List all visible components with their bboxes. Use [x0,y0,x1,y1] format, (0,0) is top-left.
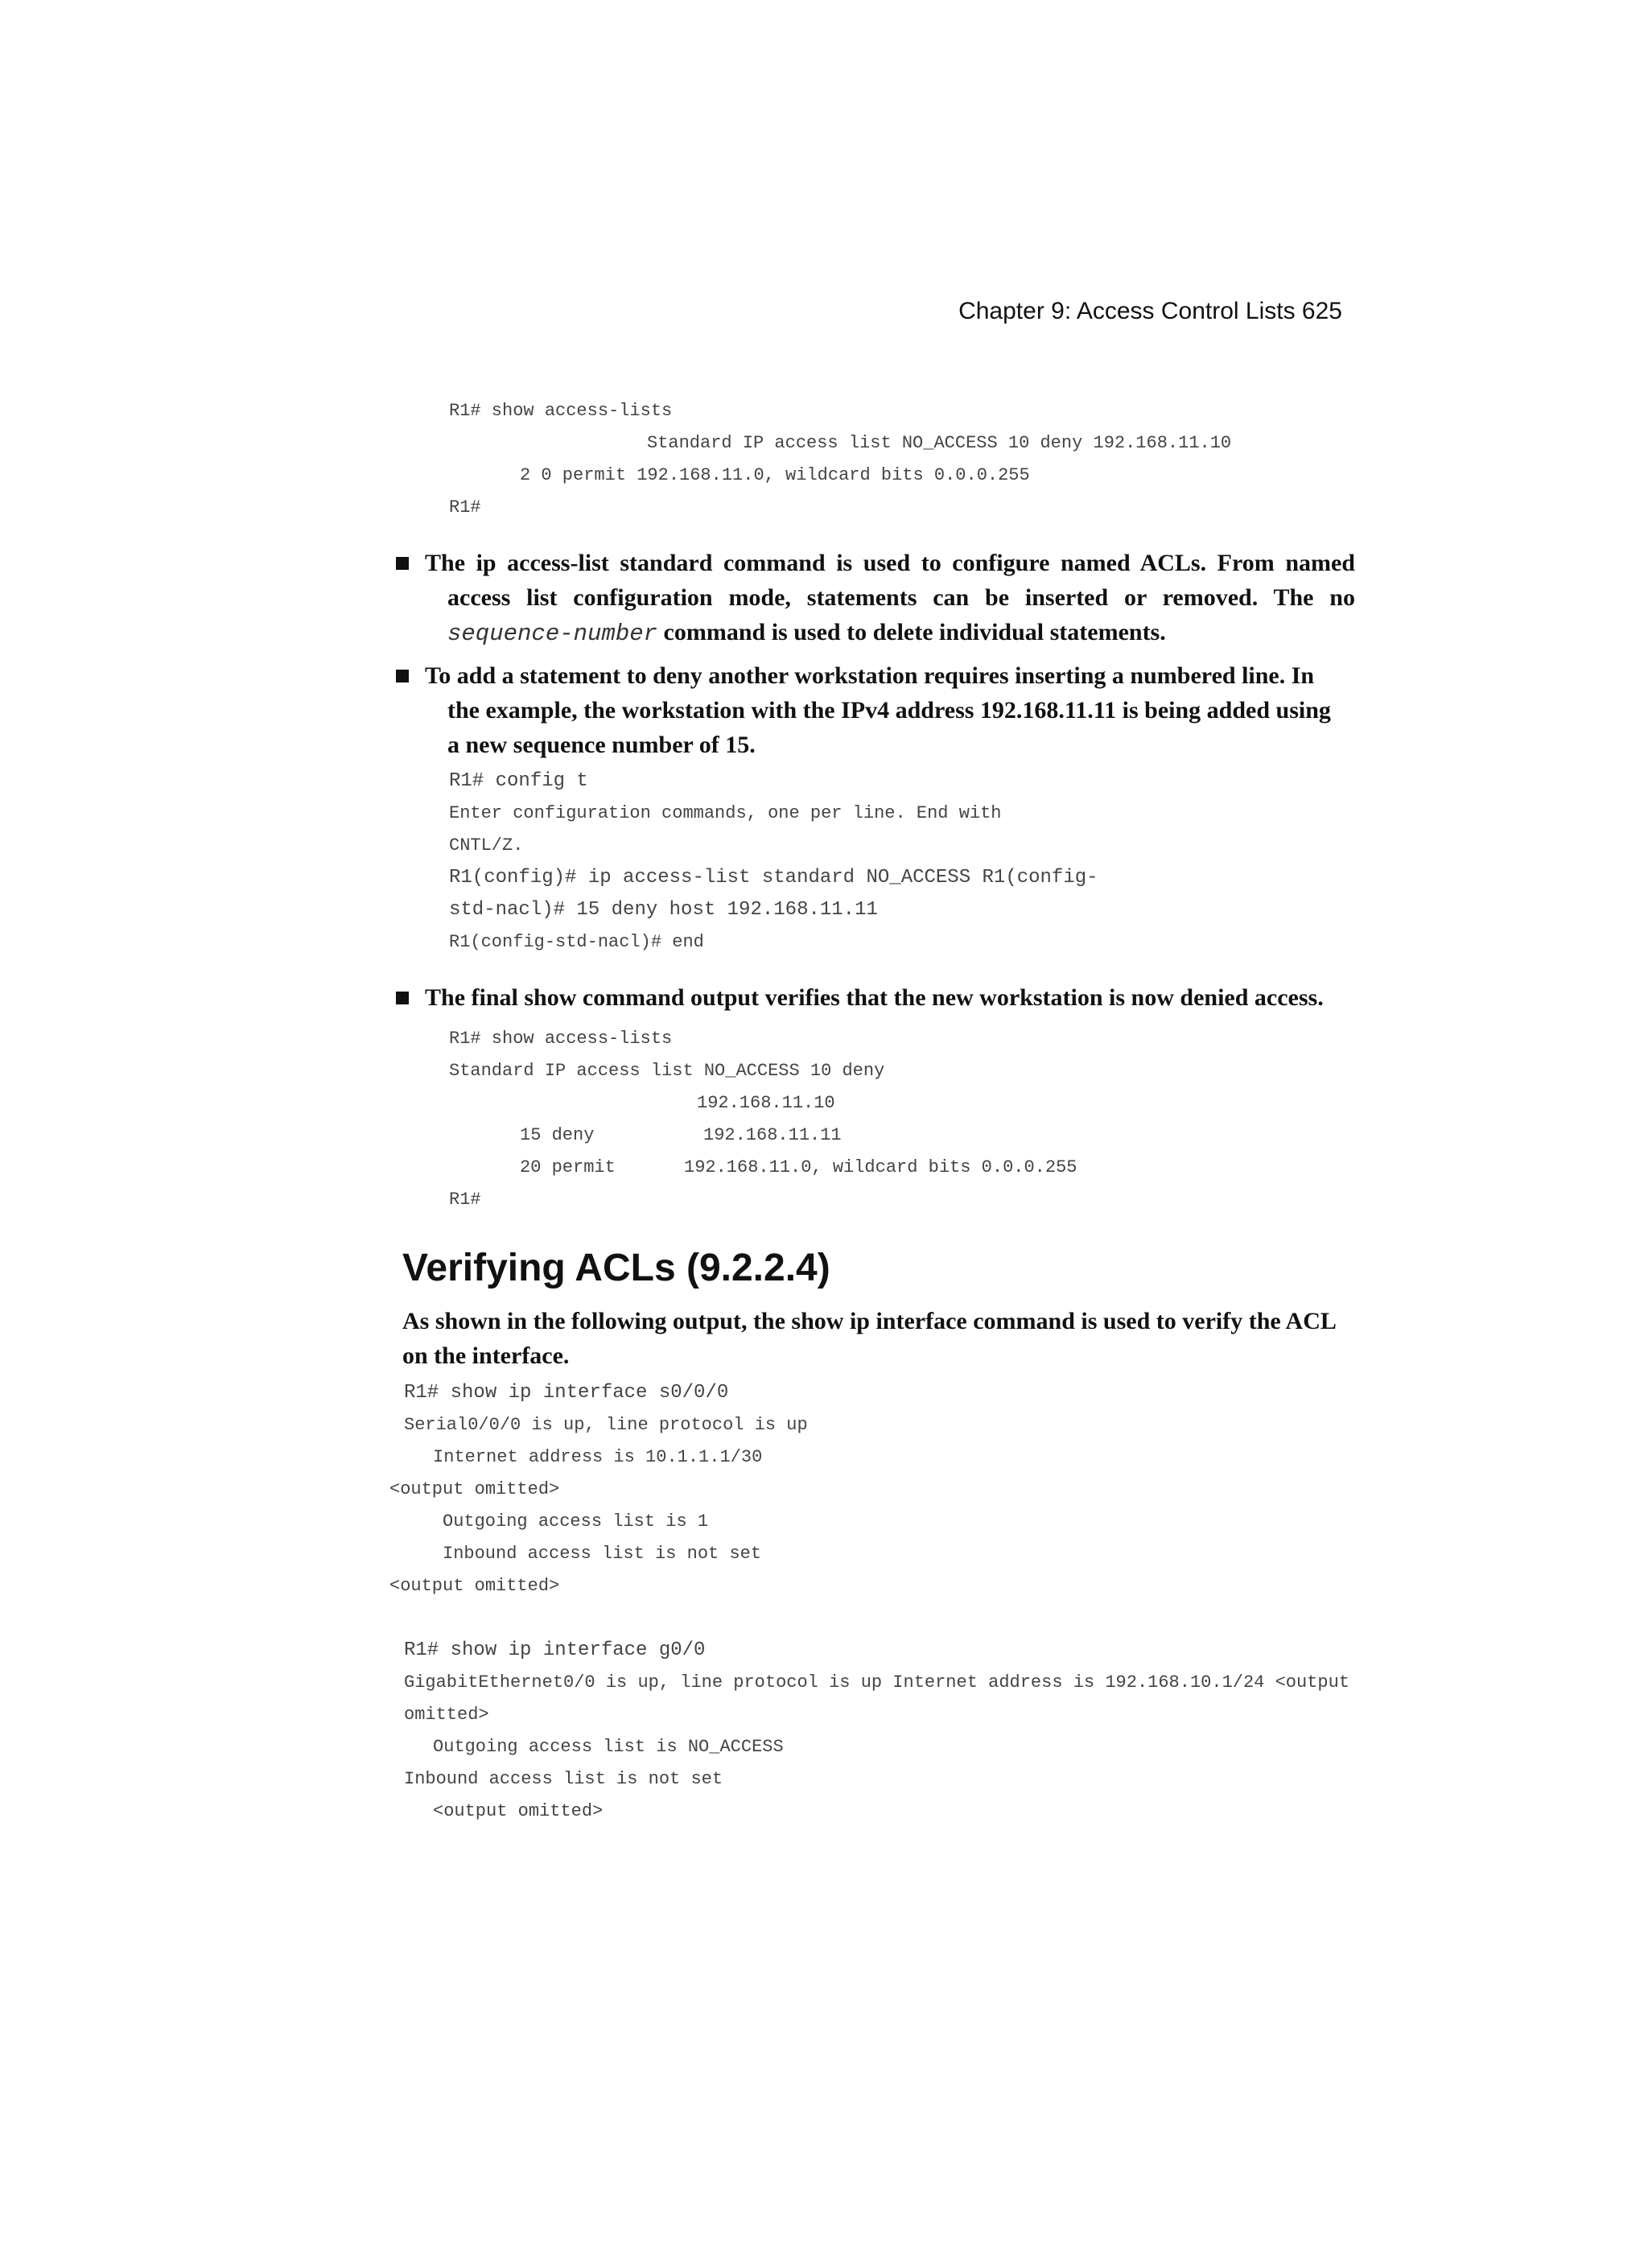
bullet-square-icon [396,670,409,682]
code-line: <output omitted> [389,1576,560,1596]
bullet-square-icon [396,557,409,570]
code-line: 192.168.11.10 [697,1093,835,1113]
section-heading: Verifying ACLs (9.2.2.4) [402,1247,830,1289]
code-line: Inbound access list is not set [404,1769,723,1789]
bullet-square-icon [396,992,409,1004]
code-line: Outgoing access list is 1 [443,1511,709,1532]
code-line: 20 permit [520,1157,616,1177]
bullet-line-rest: command is used to delete individual statements. [657,619,1166,645]
bullet-text [425,658,1355,762]
code-line: 192.168.11.0, wildcard bits 0.0.0.255 [684,1157,1077,1177]
code-line: R1# show ip interface s0/0/0 [404,1382,729,1404]
code-line: GigabitEthernet0/0 is up, line protocol is up Internet address is 192.168.10.1/24 <output [404,1672,1349,1693]
code-line: R1# [449,497,481,518]
sequence-number-term: sequence-number [447,621,658,647]
code-line: CNTL/Z. [449,835,524,856]
code-line: Standard IP access list NO_ACCESS 10 deny 192.168.11.10 [647,433,1232,453]
code-line: std-nacl)# 15 deny host 192.168.11.11 [449,899,878,921]
bullet-line: To add a statement to deny another workstation requires inserting a numbered line. In [425,662,1315,689]
code-line: R1# config t [449,770,588,792]
code-line: Enter configuration commands, one per line. End with [449,803,1002,823]
code-line: R1# show ip interface g0/0 [404,1639,706,1661]
bullet-text [425,546,1355,651]
code-line: Inbound access list is not set [443,1544,762,1564]
bullet-line: a new sequence number of 15. [447,732,756,758]
code-line: Serial0/0/0 is up, line protocol is up [404,1415,808,1435]
code-line: 192.168.11.11 [703,1125,842,1145]
paragraph-line: As shown in the following output, the show ip interface command is used to verify the ACL [402,1308,1337,1334]
code-line: <output omitted> [433,1801,604,1821]
code-line: 15 deny [520,1125,595,1145]
code-line: omitted> [404,1705,489,1725]
code-line: Outgoing access list is NO_ACCESS [433,1737,784,1757]
running-head: Chapter 9: Access Control Lists 625 [958,298,1342,324]
code-line: Internet address is 10.1.1.1/30 [433,1447,763,1467]
code-line: R1# show access-lists [449,1029,673,1049]
intro-paragraph [402,1304,1368,1373]
code-line: <output omitted> [389,1479,560,1499]
bullet-text [425,980,1355,1015]
bullet-line: access list configuration mode, statements can be inserted or removed. The no [447,584,1355,611]
bullet-line: The final show command output verifies that the new workstation is now denied access. [425,984,1324,1011]
bullet-line: the example, the workstation with the IPv4 address 192.168.11.11 is being added using [447,697,1331,724]
code-line: R1(config-std-nacl)# end [449,932,704,952]
code-line: R1# [449,1190,481,1210]
bullet-line: The ip access-list standard command is used to configure named ACLs. From named [425,550,1355,576]
code-line: R1# show access-lists [449,401,673,421]
code-line: R1(config)# ip access-list standard NO_ACCESS R1(config- [449,867,1098,889]
code-line: 2 0 permit 192.168.11.0, wildcard bits 0.0.0.255 [520,465,1030,485]
code-line: Standard IP access list NO_ACCESS 10 deny [449,1061,885,1081]
bullet-line [425,615,1355,651]
paragraph-line: on the interface. [402,1342,570,1369]
